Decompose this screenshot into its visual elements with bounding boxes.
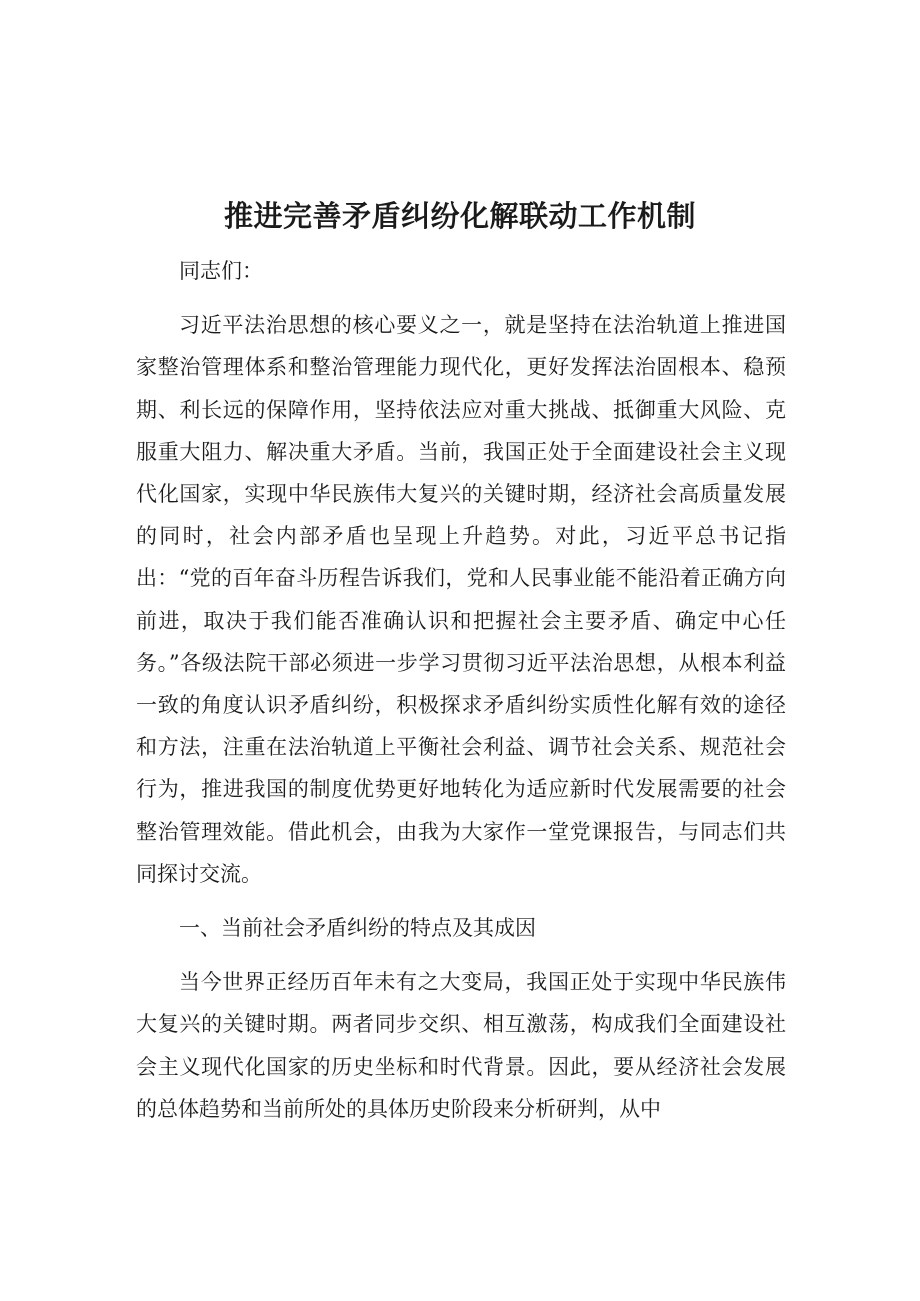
document-title: 推进完善矛盾纠纷化解联动工作机制 (223, 199, 696, 233)
body-paragraph: 习近平法治思想的核心要义之一，就是坚持在法治轨道上推进国家整治管理体系和整治管理能力现代化，更好发挥法治固根本、稳预期、利长远的保障作用，坚持依法应对重大挑战、抵御重大风险、克服重大阻力、解决重大矛盾。当前，我国正处于全面建设社会主义现代化国家，实现中华民族伟大复兴的关键时期，经济社会高质量发展的同时，社会内部矛盾也呈现上升趋势。对此，习近平总书记指出：“党的百年奋斗历程告诉我们，党和人民事业能不能沿着正确方向前进，取决于我们能否准确认识和把握社会主要矛盾、确定中心任务。”各级法院干部必须进一步学习贯彻习近平法治思想，从根本利益一致的角度认识矛盾纠纷，积极探求矛盾纠纷实质性化解有效的途径和方法，注重在法治轨道上平衡社会利益、调节社会关系、规范社会行为，推进我国的制度优势更好地转化为适应新时代发展需要的社会整治管理效能。借此机会，由我为大家作一堂党课报告，与同志们共同探讨交流。 (136, 313, 786, 886)
document-body (136, 250, 786, 1130)
salutation: 同志们： (179, 259, 263, 283)
section-heading: 一、当前社会矛盾纠纷的特点及其成因 (179, 916, 536, 941)
section-paragraph: 当今世界正经历百年未有之大变局，我国正处于实现中华民族伟大复兴的关键时期。两者同步交织、相互激荡，构成我们全面建设社会主义现代化国家的历史坐标和时代背景。因此，要从经济社会发展的总体趋势和当前所处的具体历史阶段来分析研判，从中 (136, 970, 786, 1121)
